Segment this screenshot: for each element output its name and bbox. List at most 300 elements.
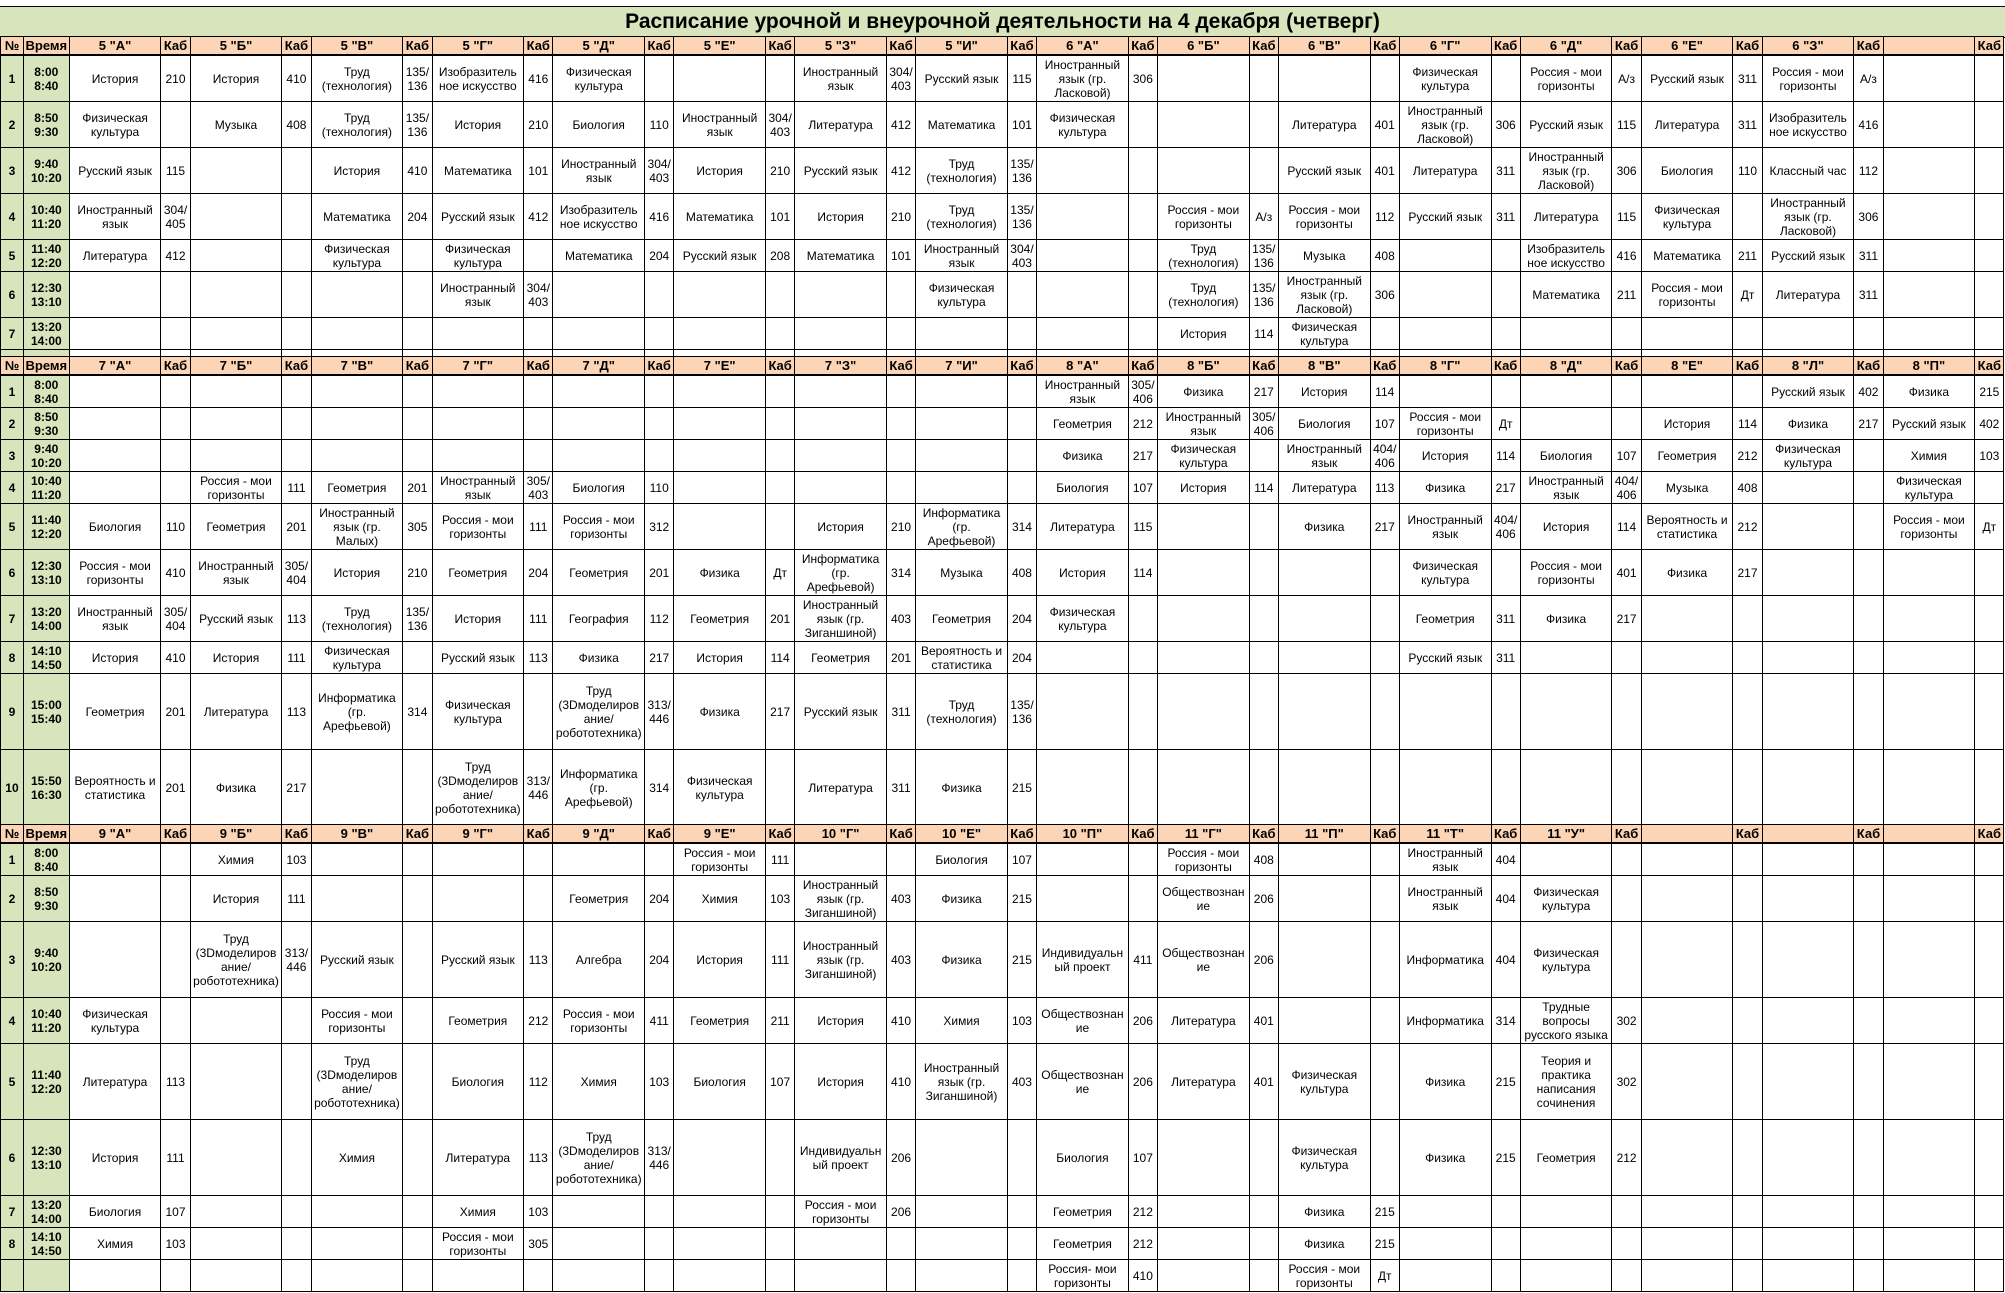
- cab-header: Каб: [1128, 825, 1157, 844]
- subject-cell: [1762, 642, 1854, 674]
- subject-cell: Русский язык: [795, 148, 887, 194]
- room-cell: 416: [645, 194, 674, 240]
- subject-cell: Геометрия: [1037, 408, 1129, 440]
- room-cell: [524, 408, 553, 440]
- class-header: 9 "Д": [553, 825, 645, 844]
- subject-cell: Физическая культура: [1399, 550, 1491, 596]
- room-cell: 114: [1612, 504, 1641, 550]
- subject-cell: История: [190, 642, 282, 674]
- subject-cell: Биология: [1278, 408, 1370, 440]
- class-header: 6 "А": [1037, 37, 1129, 56]
- room-cell: [1854, 440, 1883, 472]
- subject-cell: [1399, 1260, 1491, 1292]
- cab-header: Каб: [1612, 37, 1641, 56]
- cab-header: Каб: [766, 37, 795, 56]
- room-cell: [282, 998, 311, 1044]
- room-cell: 113: [524, 642, 553, 674]
- room-cell: 210: [886, 504, 915, 550]
- subject-cell: Физическая культура: [1399, 55, 1491, 102]
- lesson-number: 5: [1, 1044, 24, 1120]
- subject-cell: [1278, 550, 1370, 596]
- room-cell: 114: [1249, 472, 1278, 504]
- subject-cell: Иностранный язык: [432, 272, 524, 318]
- room-cell: Дт: [766, 550, 795, 596]
- room-cell: [524, 440, 553, 472]
- room-cell: [1854, 674, 1883, 750]
- subject-cell: Геометрия: [190, 504, 282, 550]
- room-cell: 110: [161, 504, 190, 550]
- subject-cell: [916, 1260, 1008, 1292]
- room-cell: А/з: [1854, 55, 1883, 102]
- subject-cell: [1762, 998, 1854, 1044]
- room-cell: 103: [1975, 440, 2004, 472]
- room-cell: 217: [1491, 472, 1520, 504]
- room-cell: 305: [403, 504, 432, 550]
- subject-cell: Иностранный язык (гр. Зиганшиной): [916, 1044, 1008, 1120]
- room-cell: [1491, 1228, 1520, 1260]
- room-cell: [886, 408, 915, 440]
- subject-cell: Россия - мои горизонты: [432, 504, 524, 550]
- lesson-number: 6: [1, 550, 24, 596]
- subject-cell: Литература: [1641, 102, 1733, 148]
- subject-cell: [795, 318, 887, 350]
- subject-cell: Химия: [432, 1196, 524, 1228]
- subject-cell: Литература: [1520, 194, 1612, 240]
- room-cell: [645, 272, 674, 318]
- room-cell: 212: [1733, 440, 1762, 472]
- lesson-time: 15:00 15:40: [23, 674, 69, 750]
- room-cell: [282, 1260, 311, 1292]
- room-cell: 111: [282, 642, 311, 674]
- subject-cell: Физика: [916, 750, 1008, 826]
- lesson-row: [1, 922, 2004, 998]
- subject-cell: Россия - мои горизонты: [432, 1228, 524, 1260]
- subject-cell: [795, 375, 887, 408]
- room-cell: [161, 1260, 190, 1292]
- room-cell: 215: [1370, 1196, 1399, 1228]
- subject-cell: Физика: [916, 876, 1008, 922]
- room-cell: [1128, 750, 1157, 826]
- cab-header: Каб: [1007, 357, 1036, 376]
- header-row: [1, 37, 2004, 56]
- subject-cell: [553, 440, 645, 472]
- room-cell: [645, 375, 674, 408]
- lesson-time: 14:10 14:50: [23, 1228, 69, 1260]
- subject-cell: Физическая культура: [311, 240, 403, 272]
- room-cell: [645, 408, 674, 440]
- subject-cell: [1278, 922, 1370, 998]
- room-cell: 217: [1249, 375, 1278, 408]
- num-header: №: [1, 37, 24, 56]
- room-cell: [282, 1196, 311, 1228]
- subject-cell: [1399, 1196, 1491, 1228]
- subject-cell: История: [432, 596, 524, 642]
- class-header: 6 "Г": [1399, 37, 1491, 56]
- subject-cell: Математика: [1641, 240, 1733, 272]
- subject-cell: Биология: [69, 1196, 161, 1228]
- subject-cell: [795, 472, 887, 504]
- room-cell: [282, 375, 311, 408]
- cab-header: Каб: [1370, 37, 1399, 56]
- room-cell: [886, 318, 915, 350]
- subject-cell: [1641, 998, 1733, 1044]
- lesson-number: 7: [1, 1196, 24, 1228]
- room-cell: [1007, 408, 1036, 440]
- subject-cell: Физика: [1762, 408, 1854, 440]
- subject-cell: Иностранный язык: [190, 550, 282, 596]
- subject-cell: [190, 408, 282, 440]
- subject-cell: [674, 1228, 766, 1260]
- subject-cell: [190, 1044, 282, 1120]
- room-cell: [1370, 674, 1399, 750]
- room-cell: [1612, 750, 1641, 826]
- class-header: 11 "Г": [1158, 825, 1250, 844]
- subject-cell: [1883, 148, 1975, 194]
- room-cell: 212: [524, 998, 553, 1044]
- subject-cell: [311, 1260, 403, 1292]
- cab-header: Каб: [1128, 357, 1157, 376]
- room-cell: [1370, 998, 1399, 1044]
- subject-cell: Биология: [1037, 472, 1129, 504]
- room-cell: 401: [1249, 998, 1278, 1044]
- subject-cell: Иностранный язык (гр. Ласковой): [1399, 102, 1491, 148]
- room-cell: 302: [1612, 1044, 1641, 1120]
- class-header: 5 "В": [311, 37, 403, 56]
- room-cell: 402: [1975, 408, 2004, 440]
- cab-header: Каб: [282, 357, 311, 376]
- subject-cell: История: [69, 1120, 161, 1196]
- subject-cell: История: [1278, 375, 1370, 408]
- room-cell: Дт: [1370, 1260, 1399, 1292]
- room-cell: 313/ 446: [645, 1120, 674, 1196]
- lesson-time: 10:40 11:20: [23, 194, 69, 240]
- room-cell: 215: [1007, 750, 1036, 826]
- room-cell: 217: [1612, 596, 1641, 642]
- lesson-time: 10:40 11:20: [23, 472, 69, 504]
- room-cell: [1854, 922, 1883, 998]
- room-cell: [1975, 272, 2004, 318]
- room-cell: [403, 843, 432, 876]
- cab-header: Каб: [1370, 357, 1399, 376]
- class-header: 9 "Б": [190, 825, 282, 844]
- cab-header: Каб: [645, 37, 674, 56]
- subject-cell: Физика: [1037, 440, 1129, 472]
- room-cell: 101: [886, 240, 915, 272]
- room-cell: 402: [1854, 375, 1883, 408]
- lesson-row: [1, 240, 2004, 272]
- class-header: 7 "А": [69, 357, 161, 376]
- room-cell: [403, 876, 432, 922]
- room-cell: 115: [1612, 102, 1641, 148]
- subject-cell: [1399, 750, 1491, 826]
- room-cell: 135/ 136: [1007, 194, 1036, 240]
- subject-cell: Вероятность и статистика: [69, 750, 161, 826]
- room-cell: 408: [1733, 472, 1762, 504]
- subject-cell: [916, 472, 1008, 504]
- schedule-table-3: [0, 824, 2004, 1292]
- room-cell: [1733, 998, 1762, 1044]
- room-cell: [1854, 1044, 1883, 1120]
- subject-cell: [1158, 1196, 1250, 1228]
- room-cell: [645, 440, 674, 472]
- class-header: 6 "В": [1278, 37, 1370, 56]
- room-cell: 135/ 136: [1249, 272, 1278, 318]
- subject-cell: Геометрия: [69, 674, 161, 750]
- room-cell: [766, 472, 795, 504]
- subject-cell: Математика: [674, 194, 766, 240]
- lesson-time: [23, 1260, 69, 1292]
- subject-cell: Иностранный язык (гр. Зиганшиной): [795, 876, 887, 922]
- subject-cell: Литература: [795, 750, 887, 826]
- room-cell: [1007, 375, 1036, 408]
- lesson-number: 2: [1, 876, 24, 922]
- lesson-number: 3: [1, 148, 24, 194]
- subject-cell: Биология: [1520, 440, 1612, 472]
- room-cell: [403, 375, 432, 408]
- subject-cell: [1883, 194, 1975, 240]
- subject-cell: Музыка: [1278, 240, 1370, 272]
- subject-cell: [1762, 876, 1854, 922]
- subject-cell: Химия: [916, 998, 1008, 1044]
- room-cell: [161, 843, 190, 876]
- subject-cell: Физика: [1520, 596, 1612, 642]
- subject-cell: Физическая культура: [1520, 876, 1612, 922]
- room-cell: 135/ 136: [1007, 674, 1036, 750]
- room-cell: [1854, 998, 1883, 1044]
- subject-cell: [674, 1120, 766, 1196]
- class-header: 6 "Б": [1158, 37, 1250, 56]
- subject-cell: Россия - мои горизонты: [69, 550, 161, 596]
- subject-cell: [553, 1196, 645, 1228]
- subject-cell: [916, 440, 1008, 472]
- room-cell: 204: [645, 876, 674, 922]
- room-cell: 314: [1491, 998, 1520, 1044]
- subject-cell: [1037, 843, 1129, 876]
- subject-cell: [69, 843, 161, 876]
- room-cell: [1854, 876, 1883, 922]
- room-cell: 404: [1491, 922, 1520, 998]
- class-header: 5 "Б": [190, 37, 282, 56]
- room-cell: 217: [766, 674, 795, 750]
- room-cell: [886, 1260, 915, 1292]
- room-cell: [1975, 1260, 2004, 1292]
- lesson-number: 4: [1, 194, 24, 240]
- subject-cell: Обществознан ие: [1037, 1044, 1129, 1120]
- room-cell: 206: [1128, 998, 1157, 1044]
- subject-cell: [1037, 318, 1129, 350]
- room-cell: 201: [161, 674, 190, 750]
- cab-header: Каб: [1975, 357, 2004, 376]
- room-cell: 404/ 406: [1370, 440, 1399, 472]
- subject-cell: [1762, 1044, 1854, 1120]
- room-cell: 103: [645, 1044, 674, 1120]
- cab-header: Каб: [1612, 825, 1641, 844]
- class-header: 10 "П": [1037, 825, 1129, 844]
- subject-cell: [1158, 1260, 1250, 1292]
- room-cell: 114: [1491, 440, 1520, 472]
- class-header: 11 "Т": [1399, 825, 1491, 844]
- subject-cell: [69, 440, 161, 472]
- room-cell: [1249, 1228, 1278, 1260]
- subject-cell: Химия: [69, 1228, 161, 1260]
- subject-cell: [1883, 318, 1975, 350]
- lesson-number: 6: [1, 272, 24, 318]
- subject-cell: [795, 1228, 887, 1260]
- subject-cell: [553, 1228, 645, 1260]
- subject-cell: [1883, 272, 1975, 318]
- class-header: 8 "В": [1278, 357, 1370, 376]
- subject-cell: Алгебра: [553, 922, 645, 998]
- lesson-time: 11:40 12:20: [23, 1044, 69, 1120]
- subject-cell: [916, 408, 1008, 440]
- room-cell: 101: [1007, 102, 1036, 148]
- subject-cell: Иностранный язык: [1399, 843, 1491, 876]
- subject-cell: Физическая культура: [1037, 596, 1129, 642]
- lesson-number: 5: [1, 504, 24, 550]
- subject-cell: [1641, 1120, 1733, 1196]
- room-cell: 112: [645, 596, 674, 642]
- room-cell: 305/ 404: [282, 550, 311, 596]
- subject-cell: Музыка: [916, 550, 1008, 596]
- subject-cell: [674, 55, 766, 102]
- subject-cell: Русский язык: [1520, 102, 1612, 148]
- page-title: Расписание урочной и внеурочной деятельности на 4 декабря (четверг): [0, 6, 2005, 38]
- subject-cell: [1883, 55, 1975, 102]
- subject-cell: [1762, 1260, 1854, 1292]
- room-cell: [1491, 375, 1520, 408]
- room-cell: 215: [1975, 375, 2004, 408]
- room-cell: 416: [1854, 102, 1883, 148]
- subject-cell: Физическая культура: [432, 674, 524, 750]
- room-cell: 410: [282, 55, 311, 102]
- room-cell: 306: [1854, 194, 1883, 240]
- subject-cell: [1037, 194, 1129, 240]
- room-cell: 101: [766, 194, 795, 240]
- room-cell: 107: [161, 1196, 190, 1228]
- subject-cell: [916, 1120, 1008, 1196]
- room-cell: [282, 440, 311, 472]
- subject-cell: [674, 375, 766, 408]
- subject-cell: Изобразитель ное искусство: [1520, 240, 1612, 272]
- subject-cell: Музыка: [1641, 472, 1733, 504]
- room-cell: 210: [403, 550, 432, 596]
- lesson-number: 8: [1, 642, 24, 674]
- room-cell: [403, 750, 432, 826]
- subject-cell: Физическая культура: [69, 998, 161, 1044]
- room-cell: 115: [1007, 55, 1036, 102]
- subject-cell: Геометрия: [432, 550, 524, 596]
- lesson-row: [1, 272, 2004, 318]
- lesson-number: 6: [1, 1120, 24, 1196]
- subject-cell: Россия - мои горизонты: [1641, 272, 1733, 318]
- room-cell: 107: [766, 1044, 795, 1120]
- cab-header: Каб: [1007, 37, 1036, 56]
- room-cell: 112: [1854, 148, 1883, 194]
- cab-header: Каб: [1491, 357, 1520, 376]
- subject-cell: Труд (3Dмоделиров ание/ робототехника): [553, 1120, 645, 1196]
- subject-cell: Россия - мои горизонты: [1762, 55, 1854, 102]
- subject-cell: [1037, 674, 1129, 750]
- subject-cell: Информатика (гр. Арефьевой): [553, 750, 645, 826]
- subject-cell: Россия - мои горизонты: [795, 1196, 887, 1228]
- room-cell: [766, 504, 795, 550]
- subject-cell: Биология: [1037, 1120, 1129, 1196]
- room-cell: [1249, 1120, 1278, 1196]
- subject-cell: [1399, 272, 1491, 318]
- room-cell: [403, 408, 432, 440]
- room-cell: 313/ 446: [524, 750, 553, 826]
- num-header: №: [1, 357, 24, 376]
- subject-cell: Физическая культура: [1158, 440, 1250, 472]
- room-cell: [1612, 674, 1641, 750]
- subject-cell: [553, 375, 645, 408]
- lesson-time: 12:30 13:10: [23, 550, 69, 596]
- lesson-time: 14:10 14:50: [23, 642, 69, 674]
- subject-cell: Геометрия: [1037, 1196, 1129, 1228]
- room-cell: 111: [161, 1120, 190, 1196]
- room-cell: [1975, 1196, 2004, 1228]
- room-cell: 416: [524, 55, 553, 102]
- room-cell: 401: [1249, 1044, 1278, 1120]
- cab-header: Каб: [161, 825, 190, 844]
- room-cell: [1370, 596, 1399, 642]
- subject-cell: История: [311, 148, 403, 194]
- room-cell: 101: [524, 148, 553, 194]
- subject-cell: [1399, 1228, 1491, 1260]
- subject-cell: Биология: [553, 472, 645, 504]
- lesson-row: [1, 472, 2004, 504]
- room-cell: [645, 843, 674, 876]
- room-cell: [1370, 642, 1399, 674]
- room-cell: [403, 1044, 432, 1120]
- subject-cell: Иностранный язык (гр. Зиганшиной): [795, 922, 887, 998]
- subject-cell: История: [1641, 408, 1733, 440]
- room-cell: 311: [1854, 272, 1883, 318]
- subject-cell: Иностранный язык: [916, 240, 1008, 272]
- room-cell: [282, 408, 311, 440]
- subject-cell: [190, 148, 282, 194]
- subject-cell: Иностранный язык (гр. Ласковой): [1037, 55, 1129, 102]
- room-cell: 411: [1128, 922, 1157, 998]
- room-cell: 103: [766, 876, 795, 922]
- room-cell: [1249, 750, 1278, 826]
- subject-cell: [190, 240, 282, 272]
- room-cell: [1249, 440, 1278, 472]
- subject-cell: [311, 408, 403, 440]
- room-cell: [1975, 1228, 2004, 1260]
- room-cell: 217: [1128, 440, 1157, 472]
- room-cell: 114: [1733, 408, 1762, 440]
- room-cell: 404: [1491, 843, 1520, 876]
- room-cell: 408: [1249, 843, 1278, 876]
- subject-cell: [1883, 1228, 1975, 1260]
- room-cell: 113: [282, 596, 311, 642]
- subject-cell: [311, 440, 403, 472]
- room-cell: [1370, 876, 1399, 922]
- subject-cell: Труд (технология): [916, 674, 1008, 750]
- lesson-row: [1, 750, 2004, 826]
- cab-header: Каб: [524, 825, 553, 844]
- room-cell: [524, 843, 553, 876]
- subject-cell: [1641, 750, 1733, 826]
- subject-cell: [916, 375, 1008, 408]
- subject-cell: [1278, 998, 1370, 1044]
- subject-cell: Иностранный язык: [1037, 375, 1129, 408]
- room-cell: [1854, 750, 1883, 826]
- time-header: Время: [23, 825, 69, 844]
- lesson-time: 12:30 13:10: [23, 1120, 69, 1196]
- room-cell: [1491, 750, 1520, 826]
